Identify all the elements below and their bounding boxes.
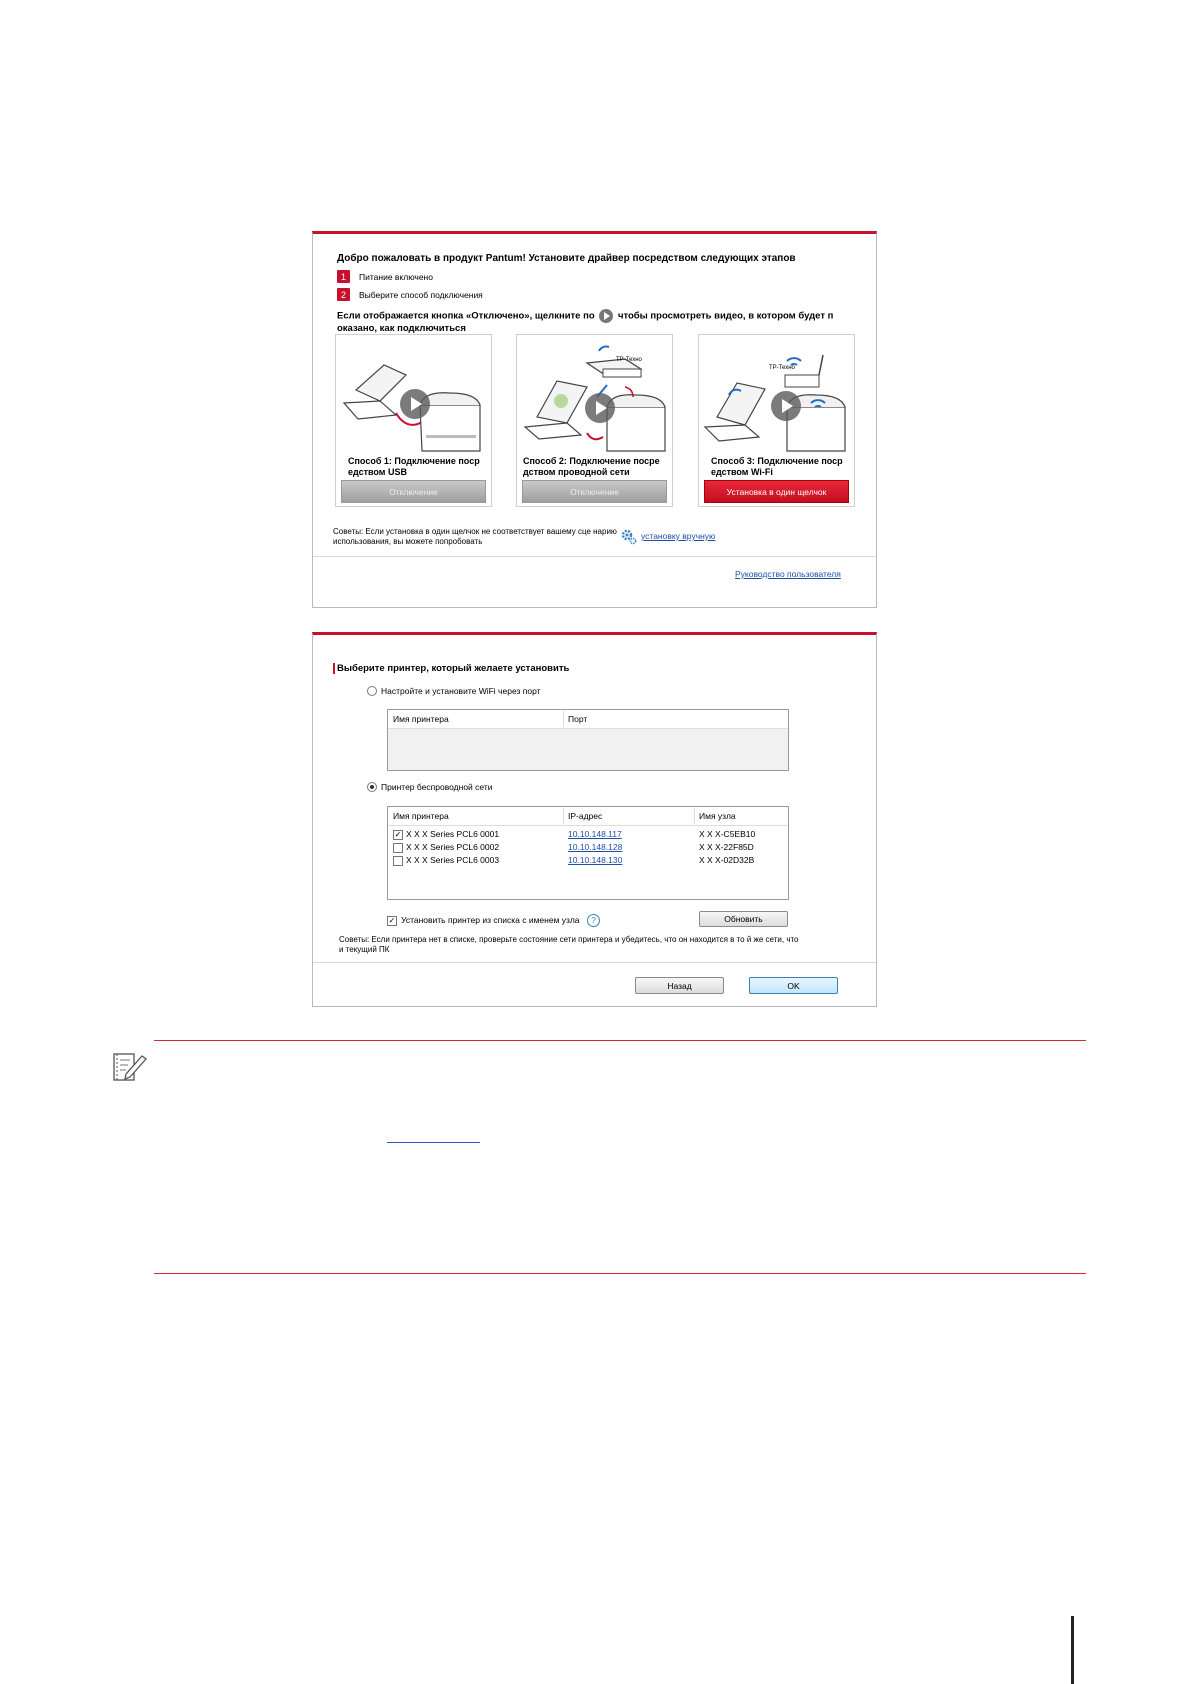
gear-icon [621,529,637,545]
table-row[interactable] [392,829,782,842]
select-printer-title: Выберите принтер, который желаете установить [337,663,570,674]
install-by-host-label: Установить принтер из списка с именем узла [401,915,580,925]
note-bottom-rule [154,1273,1086,1274]
table-header [388,807,788,826]
row-checkbox-checked[interactable]: ✓ [394,830,402,839]
printer-ip-link[interactable]: 10.10.148.128 [568,842,623,852]
row-checkbox[interactable] [393,856,403,866]
wired-disabled-button[interactable]: Отключение [522,480,667,503]
step-2-label: Выберите способ подключения [359,289,483,300]
connection-card-usb [335,334,492,507]
radio-wireless-label: Принтер беспроводной сети [381,782,493,792]
video-hint [337,309,857,334]
col-port: Порт [568,714,588,724]
printer-name: X X X Series PCL6 0003 [406,855,500,865]
step-2-number: 2 [337,288,350,301]
connection-card-wifi [698,334,855,507]
video-hint-part-1: Если отображается кнопка «Отключено», щелкните по [337,310,595,322]
card-wired-caption: Способ 2: Подключение посре дством проводной сети [523,456,660,477]
wireless-printer-table [387,806,789,900]
col-ip-address: IP-адрес [568,811,603,821]
router-label: TP-Техно [769,365,795,371]
printer-host: X X X-22F85D [699,842,754,852]
play-icon [599,309,613,323]
installer-tips: Советы: Если установка в один щелчок не соответствует вашему сце нарию использования, вы можете попробовать [333,527,617,546]
table-row[interactable] [392,855,782,868]
note-icon [112,1050,148,1082]
card-usb-caption: Способ 1: Подключение пoср едством USB [348,456,480,477]
radio-wireless-option[interactable] [367,782,493,792]
printer-name: X X X Series PCL6 0001 [406,829,500,839]
refresh-button[interactable]: Обновить [699,911,788,927]
user-guide-link[interactable]: Руководство пользователя [735,569,841,579]
printer-ip-link[interactable]: 10.10.148.130 [568,855,623,865]
router-label: TP-Техно [616,357,642,363]
table-header [388,710,788,729]
help-icon[interactable]: ? [587,914,600,927]
radio-button-selected[interactable] [367,782,377,792]
back-button[interactable]: Назад [635,977,724,994]
play-icon[interactable] [771,391,801,421]
table-row[interactable] [392,842,782,855]
col-host-name: Имя узла [699,811,736,821]
printer-name: X X X Series PCL6 0002 [406,842,500,852]
printer-host: X X X-02D32B [699,855,755,865]
connection-card-wired [516,334,673,507]
divider [313,556,876,557]
play-icon[interactable] [400,389,430,419]
printer-host: X X X-C5EB10 [699,829,756,839]
step-1-number: 1 [337,270,350,283]
note-link-underline[interactable] [387,1142,480,1143]
printer-ip-link[interactable]: 10.10.148.117 [568,829,622,839]
radio-port-label: Настройте и установите WiFi через порт [381,686,541,696]
usb-disabled-button[interactable]: Отключение [341,480,486,503]
install-by-host-checkbox[interactable]: ✓ [388,916,396,925]
step-1-label: Питание включено [359,271,433,282]
note-top-rule [154,1040,1086,1041]
video-hint-part-2: чтобы просмотреть видео, в котором будет п оказано, как подключиться [337,310,834,334]
install-by-host-option[interactable] [387,915,580,925]
col-printer-name: Имя принтера [393,714,449,724]
installer-welcome-window [312,231,877,608]
page-corner-bar [1071,1616,1074,1684]
step-1 [337,270,433,283]
installer-title: Добро пожаловать в продукт Pantum! Установите драйвер посредством следующих этапов [337,253,796,264]
port-printer-table [387,709,789,771]
select-printer-window [312,632,877,1007]
select-printer-tips: Советы: Если принтера нет в списке, проверьте состояние сети принтера и убедитесь, что он находится в то й же сети, что и текущий ПК [339,935,799,954]
ok-button[interactable]: OK [749,977,838,994]
card-wifi-caption: Способ 3: Подключение поср едством Wi-Fi [711,456,843,477]
divider [313,962,876,963]
step-2 [337,288,483,301]
col-printer-name: Имя принтера [393,811,449,821]
row-checkbox[interactable] [393,843,403,853]
manual-install-link[interactable]: установку вручную [641,531,716,541]
radio-button[interactable] [367,686,377,696]
radio-port-option[interactable] [367,686,541,696]
play-icon[interactable] [585,393,615,423]
one-click-install-button[interactable]: Установка в один щелчок [704,480,849,503]
